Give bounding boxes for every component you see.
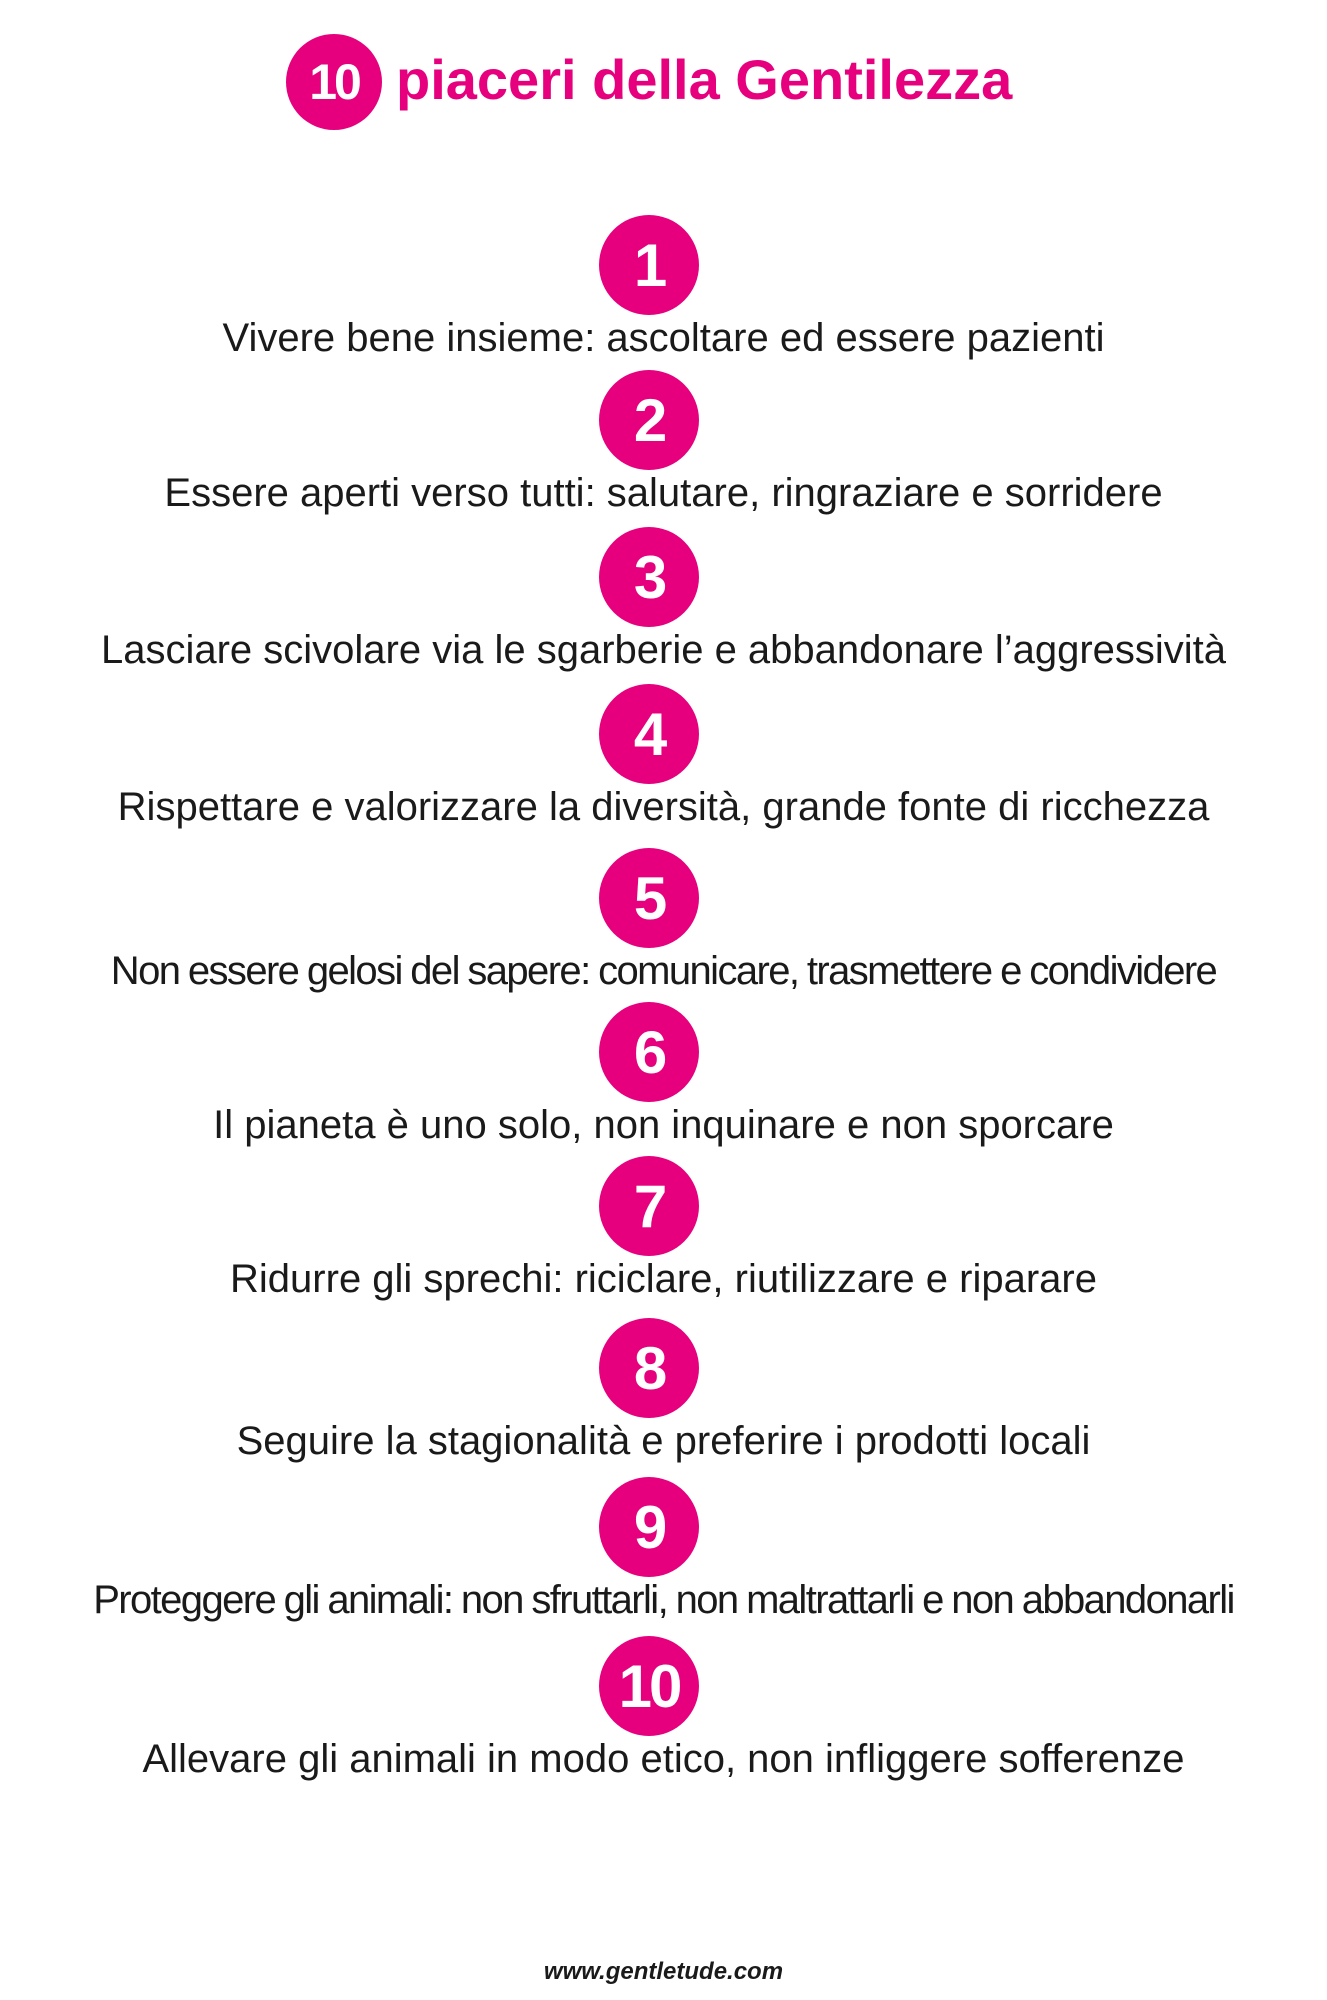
- website-url: www.gentletude.com: [543, 1958, 784, 1985]
- item-number-badge: 4: [599, 684, 699, 784]
- list-item: [0, 848, 1327, 1006]
- item-number-badge: 2: [599, 370, 699, 470]
- list-item: [0, 527, 1327, 685]
- item-number-badge: 7: [599, 1156, 699, 1256]
- item-text: Seguire la stagionalità e preferire i prodotti locali: [236, 1419, 1091, 1463]
- list-item: [0, 1156, 1327, 1314]
- header-title-group: [286, 32, 1012, 132]
- item-number-badge: 8: [599, 1318, 699, 1418]
- item-number-badge: 6: [599, 1002, 699, 1102]
- page-title: piaceri della Gentilezza: [396, 48, 1013, 111]
- page-header: [0, 32, 1327, 132]
- item-number-badge: 5: [599, 848, 699, 948]
- item-text: Non essere gelosi del sapere: comunicare, trasmettere e condividere: [110, 949, 1217, 993]
- list-item: [0, 684, 1327, 842]
- item-text: Allevare gli animali in modo etico, non infliggere sofferenze: [142, 1737, 1185, 1781]
- list-item: [0, 1477, 1327, 1635]
- header-number-badge: 10: [286, 34, 382, 130]
- list-item: [0, 1002, 1327, 1160]
- list-item: [0, 370, 1327, 528]
- item-text: Essere aperti verso tutti: salutare, ringraziare e sorridere: [164, 471, 1163, 515]
- list-item: [0, 215, 1327, 373]
- item-number-badge: 10: [599, 1636, 699, 1736]
- item-number-badge: 3: [599, 527, 699, 627]
- item-text: Rispettare e valorizzare la diversità, grande fonte di ricchezza: [117, 785, 1210, 829]
- list-item: [0, 1636, 1327, 1794]
- item-text: Proteggere gli animali: non sfruttarli, non maltrattarli e non abbandonarli: [93, 1578, 1234, 1622]
- item-text: Vivere bene insieme: ascoltare ed essere pazienti: [222, 316, 1105, 360]
- item-text: Lasciare scivolare via le sgarberie e abbandonare l’aggressività: [100, 628, 1227, 672]
- item-number-badge: 9: [599, 1477, 699, 1577]
- list-item: [0, 1318, 1327, 1476]
- item-number-badge: 1: [599, 215, 699, 315]
- item-text: Ridurre gli sprechi: riciclare, riutilizzare e riparare: [230, 1257, 1097, 1301]
- item-text: Il pianeta è uno solo, non inquinare e non sporcare: [213, 1103, 1114, 1147]
